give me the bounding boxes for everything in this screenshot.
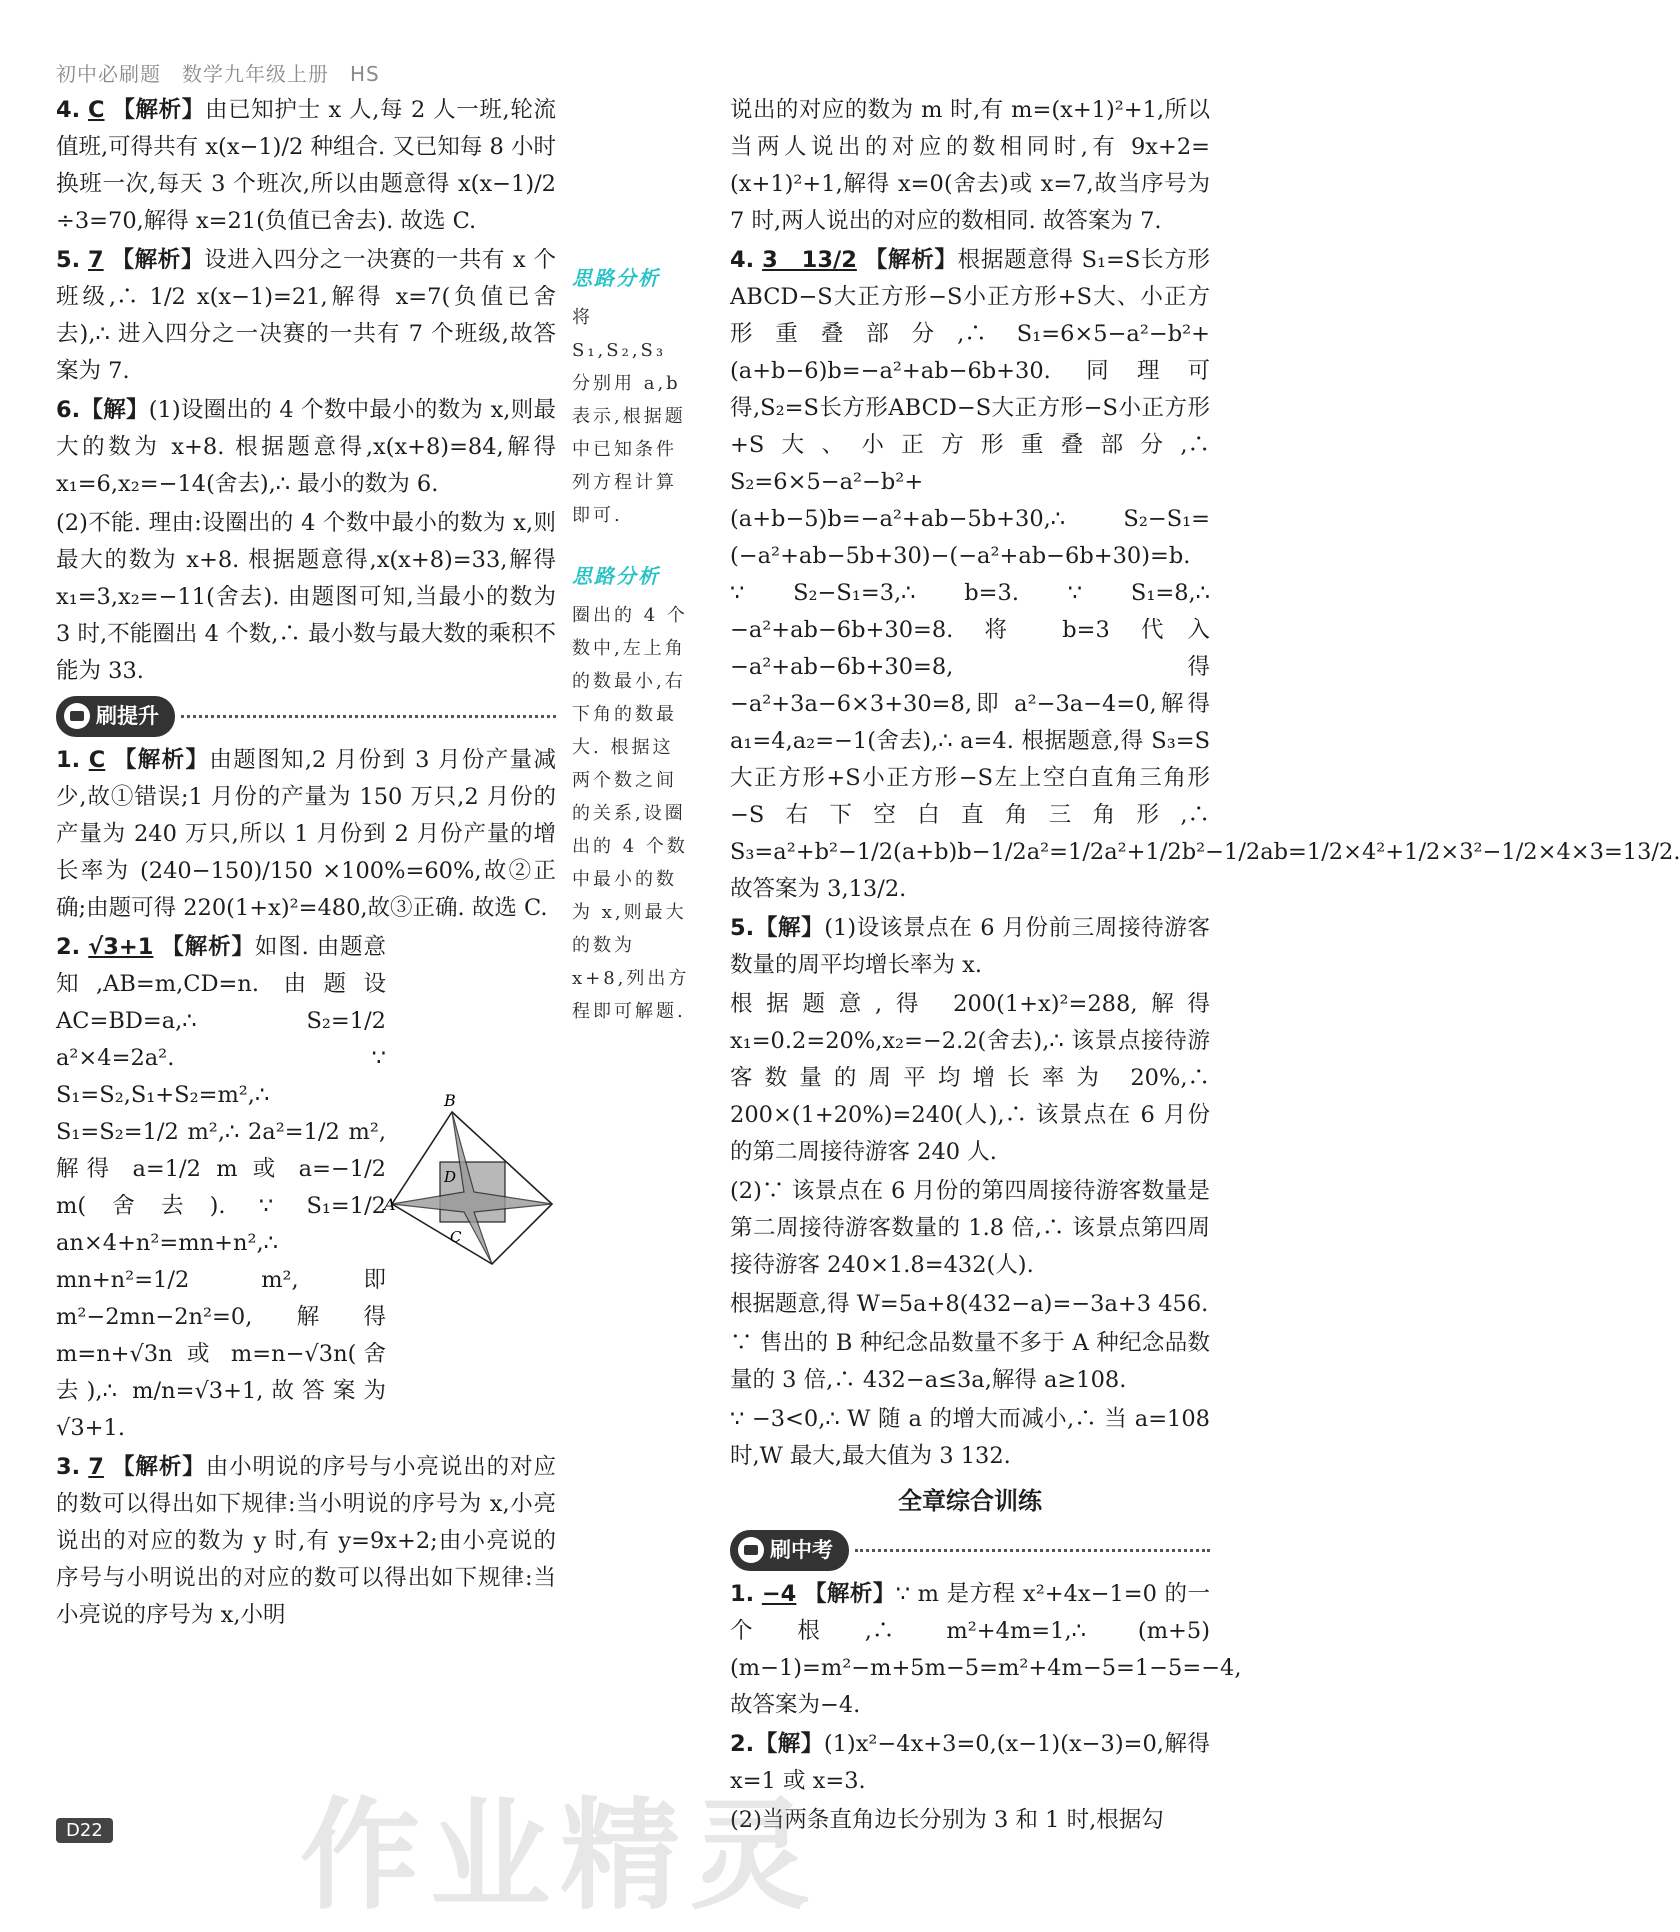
boost-answer-2: 2. √3+1 【解析】如图. 由题意知,AB=m,CD=n. 由题设 AC=BD=a,∴ S₂=1/2 a²×4=2a². ∵ S₁=S₂,S₁+S₂=m²,∴ S₁=S₂=1/2 m²,∴ 2a²=1/2 m²,解得 a=1/2 m 或 a=−1/2 m(舍去). ∵ S₁=1/2 an×4+n²=mn+n²,∴ mn+n²=1/2 m²,即 m²−2mn−2n²=0,解得 m=n+√3n 或 m=n−√3n(舍去),∴ m/n=√3+1,故答案为√3+1. bbox=[56, 934, 386, 1441]
label-b: B bbox=[444, 1091, 456, 1110]
boost-answer-5-p4: 根据题意,得 W=5a+8(432−a)=−3a+3 456. bbox=[730, 1291, 1209, 1317]
exam-answer-1: 1. −4 【解析】∵ m 是方程 x²+4x−1=0 的一个根,∴ m²+4m=1,∴ (m+5)(m−1)=m²−m+5m−5=m²+4m−5=1−5=−4,故答案为−4. bbox=[730, 1581, 1242, 1718]
exam-answer-2: 2.【解】(1)x²−4x+3=0,(x−1)(x−3)=0,解得 x=1 或 x=3. bbox=[730, 1731, 1210, 1794]
boost-answer-1: 1. C 【解析】由题图知,2 月份到 3 月份产量减少,故①错误;1 月份的产量为 150 万只,2 月份的产量为 240 万只,所以 1 月份到 2 月份产量的增长率为 (240−150)/150 ×100%=60%,故②正确;由题可得 220(1+x)²=480,故③正确. 故选 C. bbox=[56, 747, 556, 921]
boost-answer-5-p3: (2)∵ 该景点在 6 月份的第四周接待游客数量是第二周接待游客数量的 1.8 倍,∴ 该景点第四周接待游客 240×1.8=432(人). bbox=[730, 1178, 1210, 1278]
answer-6: 6.【解】(1)设圈出的 4 个数中最小的数为 x,则最大的数为 x+8. 根据题意得,x(x+8)=84,解得 x₁=6,x₂=−14(舍去),∴ 最小的数为 6. bbox=[56, 397, 556, 497]
label-d: D bbox=[444, 1168, 457, 1186]
left-column bbox=[56, 92, 556, 1636]
boost-answer-5-p6: ∵ −3<0,∴ W 随 a 的增大而减小,∴ 当 a=108 时,W 最大,最大值为 3 132. bbox=[730, 1406, 1210, 1469]
label-a: A bbox=[384, 1195, 396, 1214]
analysis-title-1: 思路分析 bbox=[572, 266, 660, 290]
answer-6-part2: (2)不能. 理由:设圈出的 4 个数中最小的数为 x,则最大的数为 x+8. 根据题意得,x(x+8)=33,解得 x₁=3,x₂=−11(舍去). 由题图可知,当最小的数为 3 时,不能圈出 4 个数,∴ 最小数与最大数的乘积不能为 33. bbox=[56, 510, 556, 684]
label-c: C bbox=[450, 1228, 462, 1246]
boost-answer-3-cont: 说出的对应的数为 m 时,有 m=(x+1)²+1,所以当两人说出的对应的数相同时,有 9x+2=(x+1)²+1,解得 x=0(舍去)或 x=7,故当序号为 7 时,两人说出的对应的数相同. 故答案为 7. bbox=[730, 97, 1210, 234]
analysis-text-1: 将 S₁,S₂,S₃ 分别用 a,b 表示,根据题中已知条件列方程计算即可. bbox=[572, 307, 686, 526]
boost-answer-5: 5.【解】(1)设该景点在 6 月份前三周接待游客数量的周平均增长率为 x. bbox=[730, 915, 1210, 978]
pen-badge-icon bbox=[738, 1537, 764, 1563]
chapter-title: 全章综合训练 bbox=[898, 1487, 1042, 1515]
square-diagram bbox=[384, 1091, 562, 1282]
watermark: 作业精灵 bbox=[300, 1787, 820, 1926]
pen-badge-icon bbox=[64, 703, 90, 729]
answer-4: 4. C 【解析】由已知护士 x 人,每 2 人一班,轮流值班,可得共有 x(x−1)/2 种组合. 又已知每 8 小时换班一次,每天 3 个班次,所以由题意得 x(x−1)/2 ÷3=70,解得 x=21(负值已舍去). 故选 C. bbox=[56, 97, 556, 234]
boost-answer-4: 4. 3 13/2 【解析】根据题意得 S₁=S长方形ABCD−S大正方形−S小正方形+S大、小正方形重叠部分,∴ S₁=6×5−a²−b²+(a+b−6)b=−a²+ab−6b+30. 同理可得,S₂=S长方形ABCD−S大正方形−S小正方形+S大、小正方形重叠部分,∴ S₂=6×5−a²−b²+(a+b−5)b=−a²+ab−5b+30,∴ S₂−S₁=(−a²+ab−5b+30)−(−a²+ab−6b+30)=b. ∵ S₂−S₁=3,∴ b=3. ∵ S₁=8,∴ −a²+ab−6b+30=8. 将 b=3 代入−a²+ab−6b+30=8,得−a²+3a−6×3+30=8,即 a²−3a−4=0,解得 a₁=4,a₂=−1(舍去),∴ a=4. 根据题意,得 S₃=S大正方形+S小正方形−S左上空白直角三角形−S右下空白直角三角形,∴ S₃=a²+b²−1/2(a+b)b−1/2a²=1/2a²+1/2b²−1/2ab=1/2×4²+1/2×3²−1/2×4×3=13/2. 故答案为 3,13/2. bbox=[730, 247, 1680, 902]
page-number: D22 bbox=[56, 1818, 113, 1843]
page-header: 初中必刷题 数学九年级上册 HS bbox=[56, 62, 380, 86]
exam-answer-2-p2: (2)当两条直角边长分别为 3 和 1 时,根据勾 bbox=[730, 1807, 1164, 1833]
answer-5: 5. 7 【解析】设进入四分之一决赛的一共有 x 个班级,∴ 1/2 x(x−1)=21,解得 x=7(负值已舍去),∴ 进入四分之一决赛的一共有 7 个班级,故答案为 7. bbox=[56, 247, 556, 384]
boost-answer-5-p2: 根据题意,得 200(1+x)²=288,解得 x₁=0.2=20%,x₂=−2.2(舍去),∴ 该景点接待游客数量的周平均增长率为 20%,∴ 200×(1+20%)=240(人),∴ 该景点在 6 月份的第二周接待游客 240 人. bbox=[730, 991, 1210, 1165]
right-column bbox=[730, 92, 1680, 1841]
section-shua-tisheng: 刷提升 bbox=[56, 696, 556, 736]
section-shua-zhongkao: 刷中考 bbox=[730, 1530, 1210, 1570]
boost-answer-5-p5: ∵ 售出的 B 种纪念品数量不多于 A 种纪念品数量的 3 倍,∴ 432−a≤3a,解得 a≥108. bbox=[730, 1330, 1210, 1393]
boost-answer-3: 3. 7 【解析】由小明说的序号与小亮说出的对应的数可以得出如下规律:当小明说的序号为 x,小亮说出的对应的数为 y 时,有 y=9x+2;由小亮说的序号与小明说出的对应的数可以得出如下规律:当小亮说的序号为 x,小明 bbox=[56, 1454, 556, 1628]
analysis-sidebar bbox=[572, 262, 690, 1056]
analysis-text-2: 圈出的 4 个数中,左上角的数最小,右下角的数最大. 根据这两个数之间的关系,设圈出的 4 个数中最小的数为 x,则最大的数为 x+8,列出方程即可解题. bbox=[572, 605, 690, 1022]
analysis-title-2: 思路分析 bbox=[572, 564, 660, 588]
